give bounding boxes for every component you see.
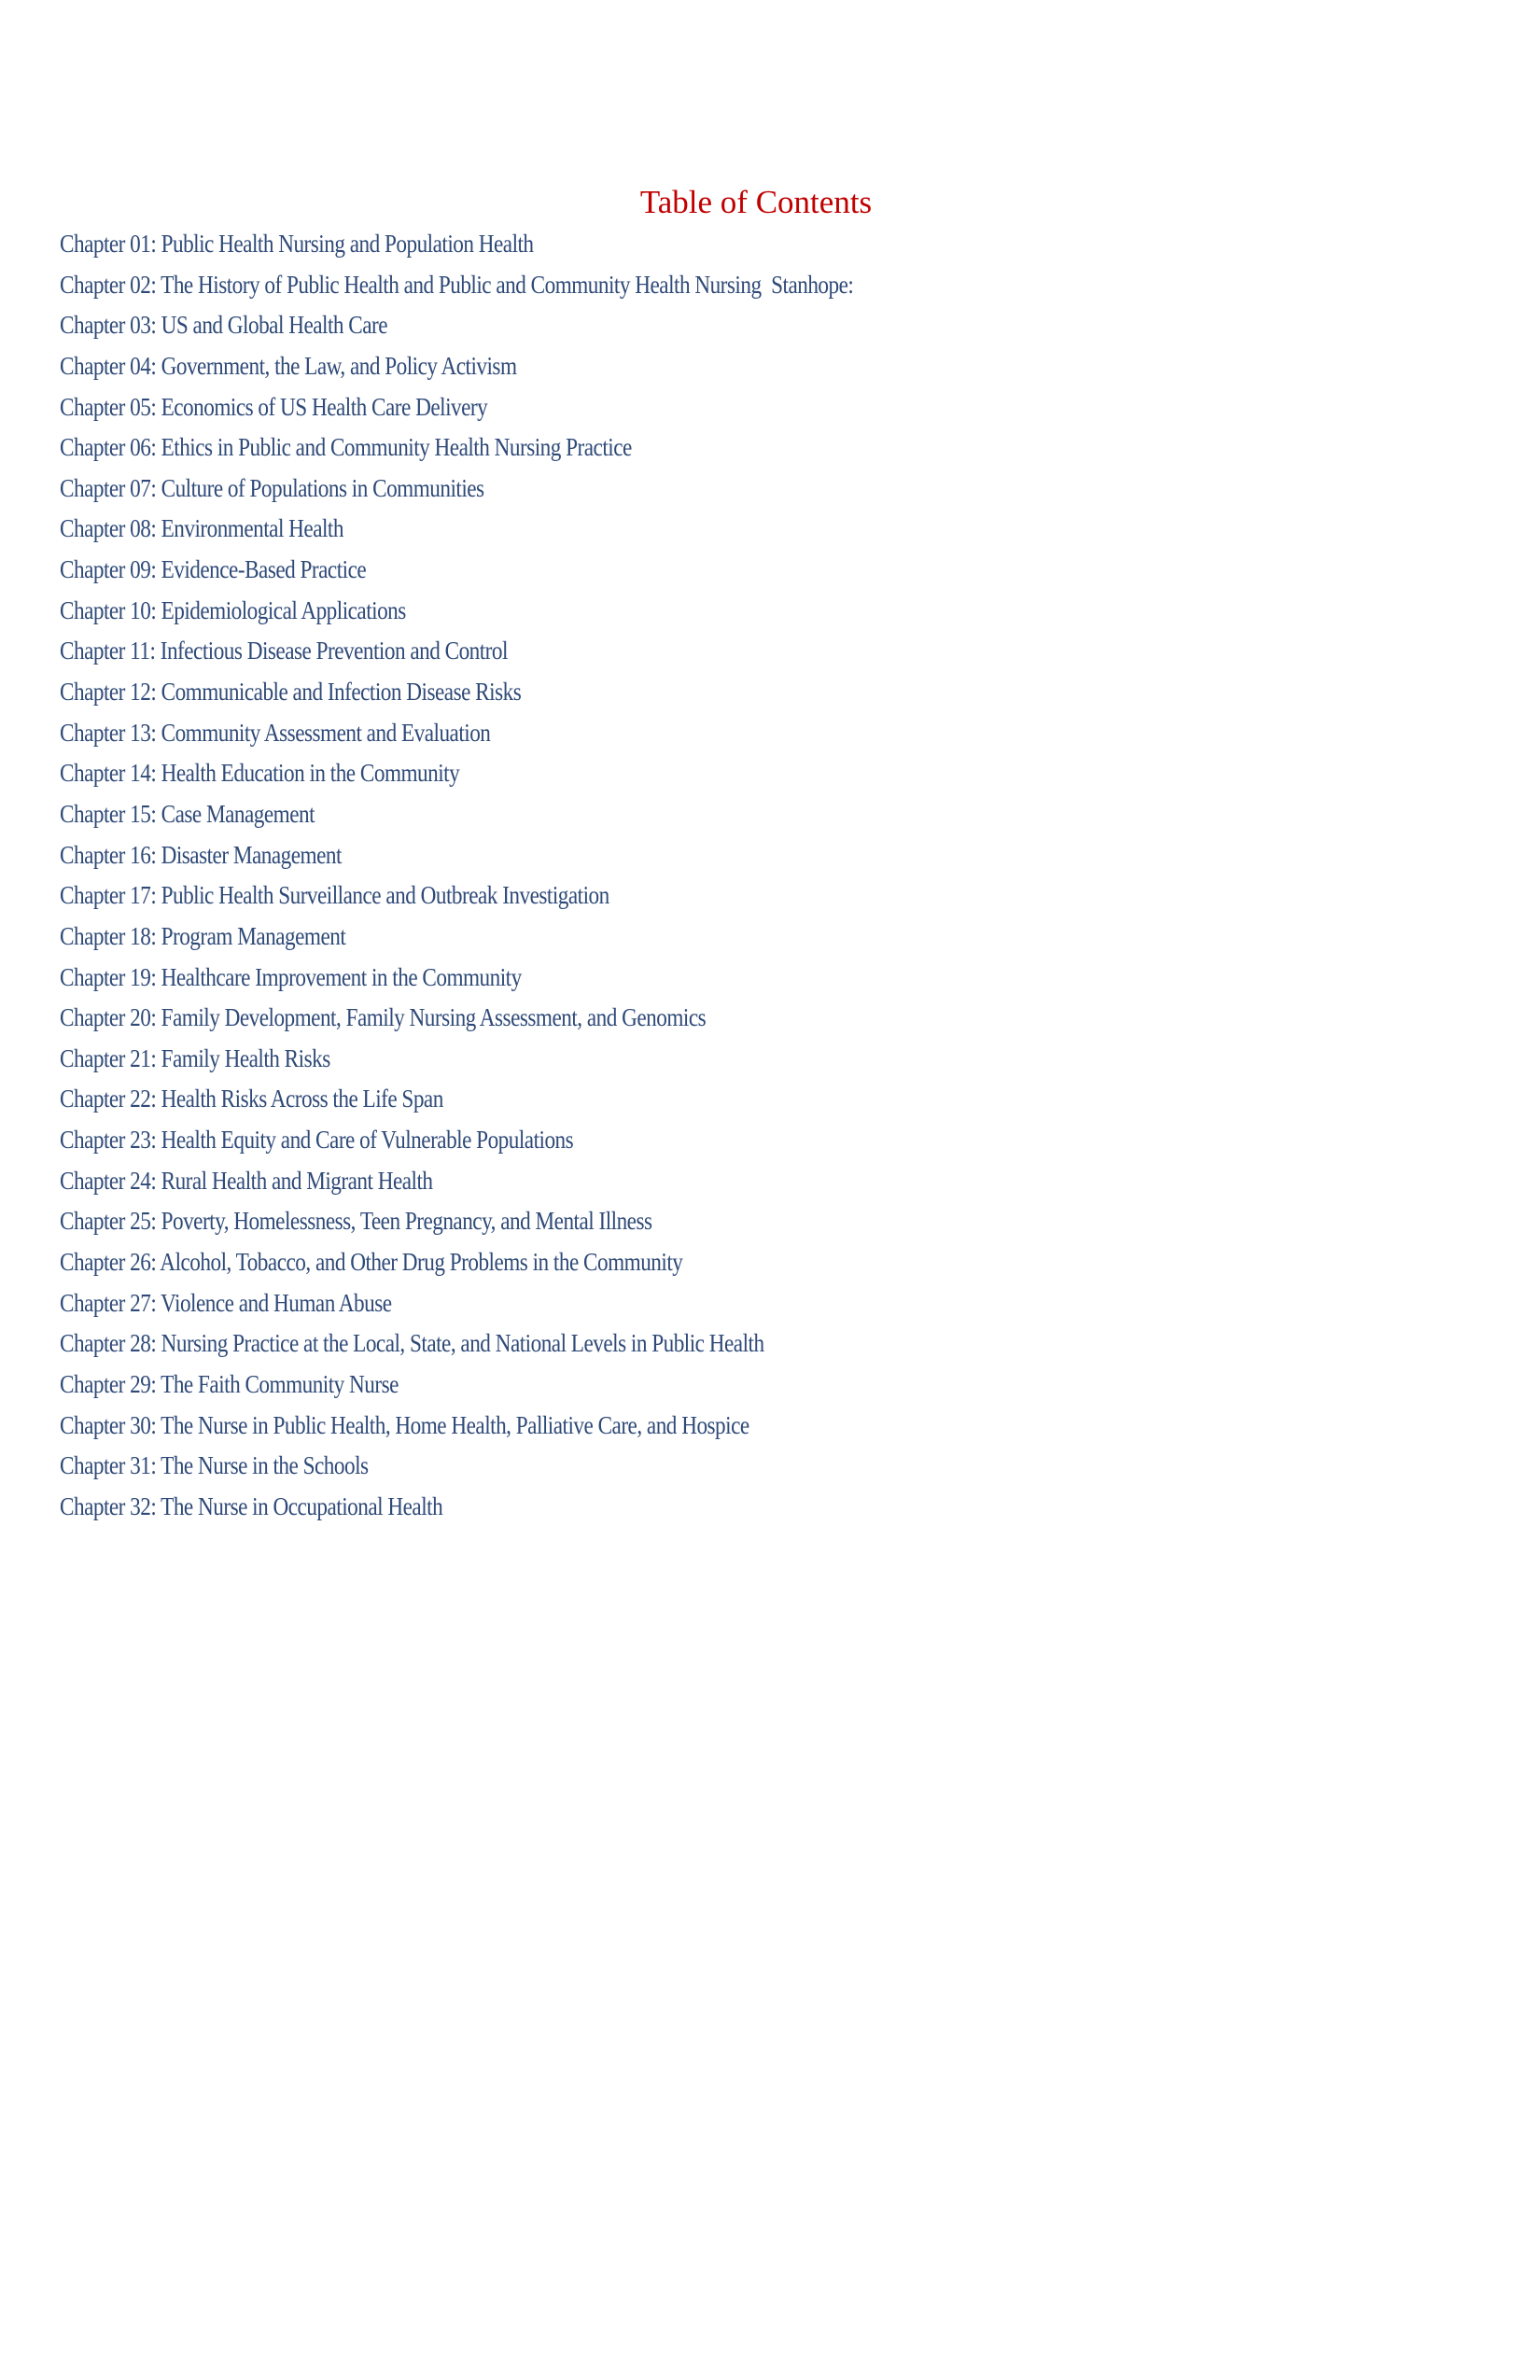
toc-entry-chapter-26[interactable]: Chapter 26: Alcohol, Tobacco, and Other Drug Problems in the Community: [60, 1248, 683, 1277]
toc-entry-chapter-29[interactable]: Chapter 29: The Faith Community Nurse: [60, 1369, 399, 1398]
toc-entry-chapter-28[interactable]: Chapter 28: Nursing Practice at the Local, State, and National Levels in Public Health: [60, 1329, 764, 1358]
toc-entry-chapter-30[interactable]: Chapter 30: The Nurse in Public Health, Home Health, Palliative Care, and Hospice: [60, 1410, 749, 1439]
toc-entry-chapter-08[interactable]: Chapter 08: Environmental Health: [60, 514, 343, 543]
toc-entry-chapter-18[interactable]: Chapter 18: Program Management: [60, 921, 346, 950]
toc-entry-chapter-31[interactable]: Chapter 31: The Nurse in the Schools: [60, 1451, 369, 1480]
toc-entry-chapter-17[interactable]: Chapter 17: Public Health Surveillance and Outbreak Investigation: [60, 881, 609, 910]
toc-entry-chapter-01[interactable]: Chapter 01: Public Health Nursing and Population Health: [60, 230, 534, 258]
toc-entry-chapter-03[interactable]: Chapter 03: US and Global Health Care: [60, 311, 388, 340]
toc-entry-chapter-16[interactable]: Chapter 16: Disaster Management: [60, 840, 342, 869]
toc-entry-chapter-13[interactable]: Chapter 13: Community Assessment and Evaluation: [60, 718, 491, 747]
toc-entry-chapter-21[interactable]: Chapter 21: Family Health Risks: [60, 1043, 330, 1072]
toc-entry-chapter-27[interactable]: Chapter 27: Violence and Human Abuse: [60, 1288, 392, 1317]
toc-entry-chapter-23[interactable]: Chapter 23: Health Equity and Care of Vulnerable Populations: [60, 1126, 574, 1155]
toc-entry-chapter-06[interactable]: Chapter 06: Ethics in Public and Community Health Nursing Practice: [60, 433, 632, 462]
toc-entry-chapter-09[interactable]: Chapter 09: Evidence-Based Practice: [60, 555, 367, 584]
toc-entry-chapter-15[interactable]: Chapter 15: Case Management: [60, 799, 315, 828]
toc-entry-chapter-04[interactable]: Chapter 04: Government, the Law, and Policy Activism: [60, 351, 517, 380]
toc-entry-chapter-11[interactable]: Chapter 11: Infectious Disease Prevention and Control: [60, 637, 508, 665]
toc-entry-chapter-02[interactable]: Chapter 02: The History of Public Health and Public and Community Health Nursing Stanhope:: [60, 270, 854, 299]
toc-entry-chapter-14[interactable]: Chapter 14: Health Education in the Community: [60, 759, 460, 788]
toc-list: [60, 224, 983, 1528]
toc-entry-chapter-05[interactable]: Chapter 05: Economics of US Health Care Delivery: [60, 392, 488, 421]
toc-entry-chapter-12[interactable]: Chapter 12: Communicable and Infection Disease Risks: [60, 678, 522, 707]
toc-entry-chapter-20[interactable]: Chapter 20: Family Development, Family Nursing Assessment, and Genomics: [60, 1003, 707, 1032]
toc-entry-chapter-25[interactable]: Chapter 25: Poverty, Homelessness, Teen Pregnancy, and Mental Illness: [60, 1207, 652, 1236]
toc-entry-chapter-32[interactable]: Chapter 32: The Nurse in Occupational Health: [60, 1491, 443, 1520]
toc-entry-chapter-19[interactable]: Chapter 19: Healthcare Improvement in the Community: [60, 962, 522, 991]
toc-entry-chapter-22[interactable]: Chapter 22: Health Risks Across the Life Span: [60, 1085, 443, 1113]
toc-entry-chapter-07[interactable]: Chapter 07: Culture of Populations in Communities: [60, 473, 484, 502]
toc-entry-chapter-24[interactable]: Chapter 24: Rural Health and Migrant Health: [60, 1166, 433, 1195]
toc-entry-chapter-10[interactable]: Chapter 10: Epidemiological Applications: [60, 595, 406, 624]
toc-title: Table of Contents: [639, 184, 873, 220]
